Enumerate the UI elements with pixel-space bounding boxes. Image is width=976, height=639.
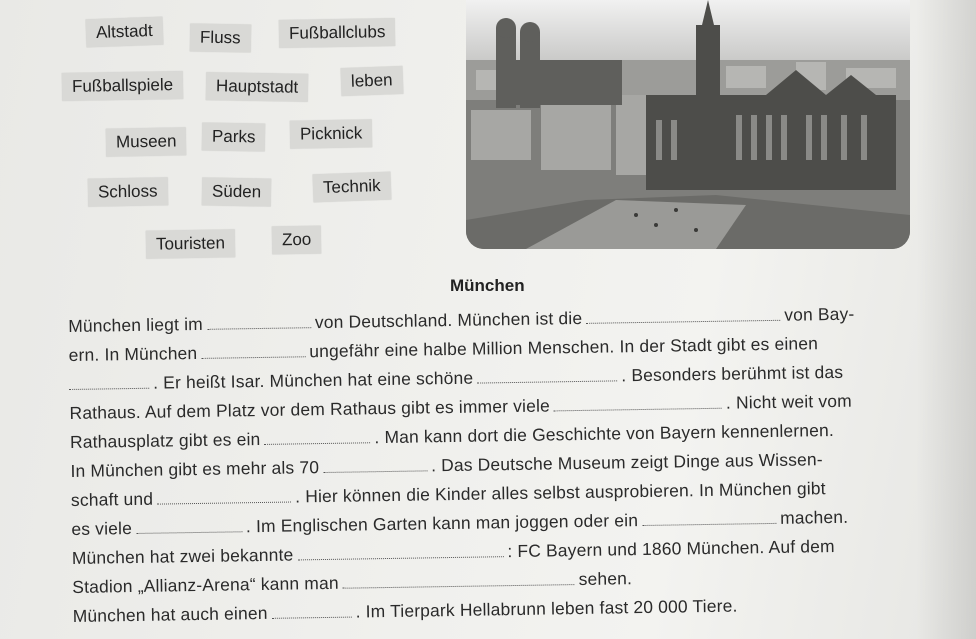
blank-field[interactable] — [642, 509, 776, 526]
word-card: Fußballclubs — [279, 18, 396, 48]
blank-field[interactable] — [264, 428, 370, 445]
word-card: Picknick — [290, 119, 373, 148]
page-edge-shadow — [916, 0, 976, 639]
cloze-text — [68, 298, 938, 626]
blank-field[interactable] — [157, 488, 291, 505]
text-line: . Er heißt Isar. München hat eine schöne . Besonders berühmt ist das — [69, 358, 844, 399]
word-card: Parks — [202, 122, 266, 151]
word-card: Schloss — [88, 177, 168, 206]
word-card: leben — [341, 66, 404, 96]
word-card: Touristen — [146, 229, 235, 259]
text-line: München hat auch einen . Im Tierpark Hellabrunn leben fast 20 000 Tiere. — [72, 595, 738, 626]
blank-field[interactable] — [136, 517, 242, 534]
text-line: es viele . Im Englischen Garten kann man joggen oder ein machen. — [71, 506, 849, 539]
word-card: Fluss — [190, 23, 251, 52]
text-line: Rathaus. Auf dem Platz vor dem Rathaus gibt es immer viele . Nicht weit vom — [69, 390, 852, 423]
text-line: In München gibt es mehr als 70 . Das Deutsche Museum zeigt Dinge aus Wissen- — [70, 449, 823, 481]
word-card: Museen — [106, 127, 187, 156]
blank-field[interactable] — [477, 366, 617, 383]
word-card: Hauptstadt — [206, 72, 309, 102]
text-title: München — [450, 276, 525, 295]
blank-field[interactable] — [69, 374, 149, 390]
text-line: ern. In München ungefähr eine halbe Million Menschen. In der Stadt gibt es einen — [68, 333, 819, 365]
blank-field[interactable] — [207, 313, 311, 330]
text-line: München liegt im von Deutschland. München ist die von Bay- — [68, 303, 855, 336]
munich-photo — [466, 0, 910, 249]
blank-field[interactable] — [271, 603, 351, 619]
text-line: schaft und . Hier können die Kinder alles selbst ausprobieren. In München gibt — [70, 478, 826, 510]
text-line: München hat zwei bekannte : FC Bayern und 1860 München. Auf dem — [71, 535, 835, 568]
text-line: Rathausplatz gibt es ein . Man kann dort die Geschichte von Bayern kennenlernen. — [69, 419, 835, 452]
text-line: Stadion „Allianz-Arena“ kann man sehen. — [72, 568, 633, 597]
word-card: Technik — [313, 172, 392, 203]
blank-field[interactable] — [201, 342, 305, 359]
blank-field[interactable] — [586, 306, 780, 324]
blank-field[interactable] — [297, 542, 503, 560]
word-card: Süden — [202, 177, 272, 206]
blank-field[interactable] — [343, 570, 575, 589]
word-card: Altstadt — [86, 17, 164, 48]
blank-field[interactable] — [323, 456, 427, 473]
word-card: Zoo — [272, 226, 322, 255]
word-card: Fußballspiele — [62, 71, 184, 101]
blank-field[interactable] — [554, 394, 722, 412]
